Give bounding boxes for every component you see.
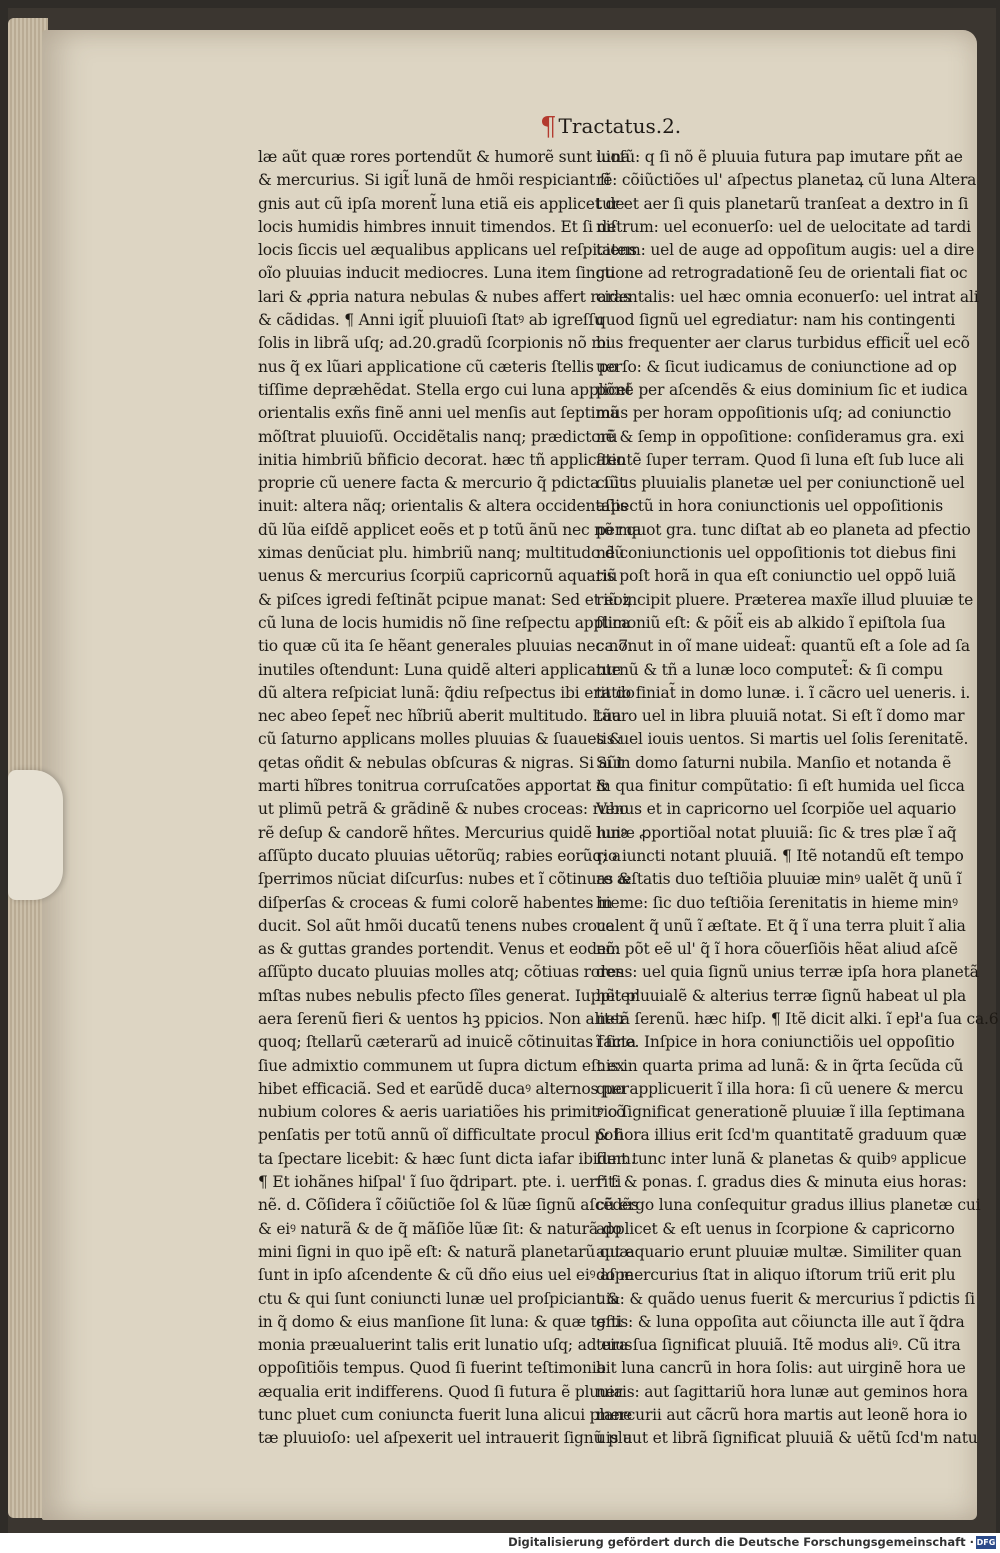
text-line: tis poſt horã in qua eſt coniunctio uel oppõ luiã	[596, 567, 956, 586]
text-line: ſtimoniũ eſt: & põit̃ eis ab alkido ĩ epiſtola ſua	[596, 613, 946, 632]
text-line: do mercurius ſtat in aliquo iſtorum triũ erit plu	[596, 1266, 956, 1285]
text-line: lunæ ꝓportiõal notat pluuiã: ſic & tres plæ ĩ aq̃	[596, 823, 957, 842]
text-line: cũ ſaturno applicans molles pluuias & ſuaues &	[258, 730, 623, 749]
text-line: mõſtrat pluuioſũ. Occidẽtalis nanq; prædictorũ	[258, 427, 618, 446]
text-line: nec abeo ſepet̃ nec hĩbriũ aberit multitudo. Lũa	[258, 707, 622, 726]
text-line: quo applicuerit ĩ illa hora: ſi cũ uenere & mercu	[596, 1079, 964, 1098]
text-line: æqualia erit indifferens. Quod ſi futura ẽ pluuia	[258, 1382, 623, 1401]
text-line: tatio finiat̃ in domo lunæ. i. ĩ cãcro uel ueneris. i.	[596, 683, 971, 702]
text-line: hẽt pluuialẽ & alterius terræ ſignũ habeat ul pla	[596, 986, 967, 1005]
text-line: ualent q̃ unũ ĩ æſtate. Et q̃ ĩ una terra pluit ĩ alia	[596, 916, 966, 935]
text-line: ca.7. ut in oĩ mane uideat̃: quantũ eſt a ſole ad ſa	[596, 637, 970, 656]
text-line: uenus & mercurius ſcorpiũ capricornũ aquariũ	[258, 567, 618, 586]
text-line: uioſũ: q ſi nõ ẽ pluuia futura pap imutare pñt ae	[596, 148, 963, 166]
text-line: uerſo: & ſicut iudicamus de coniunctione ad op	[596, 357, 957, 376]
text-line: læ aũt quæ rores portendũt & humorẽ sunt luna	[258, 148, 631, 166]
text-line: dens: uel quia ſignũ unius terræ ipſa hora planetã	[596, 963, 979, 982]
text-line: & hora illius erit ſcd'm quantitatẽ graduum quæ	[596, 1126, 967, 1145]
text-line: mus per horam oppoſitionis uſq; ad coniunctio	[596, 404, 952, 423]
text-line: rẽ: cõiũctiões ul' aſpectus planetaꝝ cũ luna Altera	[596, 171, 977, 190]
right-text-column	[596, 146, 999, 1451]
text-line: ĩ fine. Inſpice in hora coniunctiõis uel oppoſitio	[596, 1033, 955, 1052]
text-line: nõ: põt eẽ ul' q̃ ĩ hora cõuerſiõis hẽat aliud aſcẽ	[596, 940, 958, 959]
text-line: & eiꝰ naturã & de q̃ mãſiõe lũæ ſit: & naturã do	[258, 1219, 622, 1238]
text-line: & mercurius. Si igit̃ lunã de hmõi respiciant ſi	[258, 171, 611, 190]
text-line: ſiue admixtio communem ut ſupra dictum eſt ex	[258, 1056, 625, 1075]
text-line: ctu & qui ſunt coniuncti lunæ uel proſpiciant &	[258, 1289, 621, 1308]
text-line: nẽ. d. Cõſidera ĩ cõiũctiõe ſol & lũæ ſignũ aſcẽdẽs	[258, 1196, 639, 1215]
text-line: bit luna cancrũ in hora ſolis: aut uirginẽ hora ue	[596, 1359, 966, 1378]
text-line: ducit. Sol aũt hmõi ducatũ tenens nubes croce	[258, 916, 615, 935]
text-line: tiſſime depræhẽdat. Stella ergo cui luna applicet	[258, 380, 632, 399]
text-line: neris: aut ſagittariũ hora lunæ aut geminos hora	[596, 1382, 968, 1401]
text-line: Venus et in capricorno uel ſcorpiõe uel aquario	[596, 800, 957, 819]
text-line: initia himbriũ bñficio decorat. hæc tñ applicatio	[258, 450, 626, 469]
text-line: ut plimũ petrã & grãdinẽ & nubes croceas: rubo	[258, 800, 629, 819]
text-line: cũ luna de locis humidis nõ ſine reſpectu applica	[258, 613, 631, 632]
text-line: nẽ & ſemp in oppoſitione: conſideramus gra. exi	[596, 427, 965, 446]
text-line: dũ lũa eiſdẽ applicet eoẽs et p totũ ãnũ nec nõ ma	[258, 520, 642, 539]
text-line: inuit: altera nãq; orientalis & altera occidentalis	[258, 497, 628, 516]
text-line: nẽ coniunctionis uel oppoſitionis tot diebus fini	[596, 544, 956, 563]
text-line: cidentalis: uel hæc omnia econuerſo: uel intrat ali	[596, 287, 979, 306]
text-line: lari & ꝓpria natura nebulas & nubes affert raras	[258, 287, 631, 306]
text-line: nis in quarta prima ad lunã: & in q̃rta ſecũda cũ	[596, 1056, 964, 1075]
text-line: aſpectũ in hora coniunctionis uel oppoſitionis	[596, 497, 944, 516]
text-line: & cãdidas. ¶ Anni igit̃ pluuioſi ſtatꝰ ab igreſſu	[258, 311, 604, 330]
text-line: re æſtatis duo teſtiõia pluuiæ minꝰ ualẽt q̃ unũ ĩ	[596, 870, 962, 889]
text-line: orientalis exñs finẽ anni uel menſis aut ſeptimã	[258, 404, 619, 423]
text-line: dũ altera reſpiciat lunã: q̃diu reſpectus ibi erit do	[258, 683, 635, 702]
text-line: locis humidis himbres innuit timendos. Et ſi de	[258, 217, 617, 236]
text-line: bus frequenter aer clarus turbidus efficit̃ uel ecõ	[596, 334, 970, 353]
text-line: nubium colores & aeris uariatiões his primitꝰ cõ	[258, 1103, 626, 1122]
text-line: niſtrum: uel econuerſo: uel de uelocitate ad tardi	[596, 217, 971, 236]
text-line: tio quæ cũ ita ſe hẽant generales pluuias nec non	[258, 637, 638, 656]
text-line: turnũ & tñ a lunæ loco computet̃: & ſi compu	[596, 660, 943, 679]
text-line: nus q̃ ex lũari applicatione cũ cæteris ſtellis po	[258, 357, 618, 376]
text-line: netã ſerenũ. hæc hiſp. ¶ Itẽ dicit alki. ĩ epł'a ſua ca.6	[596, 1009, 999, 1028]
text-line: cuius pluuialis planetæ uel per coniunctionẽ uel	[596, 474, 965, 493]
footer-bar	[0, 1533, 1000, 1553]
text-line: penſatis per totũ annũ oĩ difficultate procul poſi	[258, 1126, 624, 1145]
text-line: tunc pluet cum coniuncta fuerit luna alicui plane	[258, 1406, 632, 1425]
text-line: tatem: uel de auge ad oppoſitum augis: uel a dire	[596, 241, 975, 260]
text-line: hibet efficaciã. Sed et earũdẽ ducaꝰ alternos per	[258, 1079, 629, 1098]
text-line: in q̃ domo & eius manſione ſit luna: & quæ teſti	[258, 1312, 622, 1331]
page-clip	[8, 770, 63, 900]
text-line: gnis aut cũ ipſa morent̃ luna etiã eis applicet de	[258, 194, 625, 213]
text-line: rit: & ponas. ſ. gradus dies & minuta eius horas:	[596, 1173, 967, 1192]
text-line: ſunt tunc inter lunã & planetas & quibꝰ applicue	[596, 1149, 967, 1168]
text-line: mſtas nubes nebulis pfecto ſĩles generat. Iuppiter	[258, 986, 637, 1005]
text-line: marti hĩbres tonitrua corruſcatões apportat &	[258, 777, 610, 796]
text-line: ſolis in librã uſq; ad.20.gradũ ſcorpionis nõ mi	[258, 334, 611, 353]
text-line: aſſũpto ducato pluuias uẽtorũq; rabies eorũq; a	[258, 846, 621, 865]
text-line: & piſces igredi feſtinãt pcipue manat: Sed et eoꝝ	[258, 590, 632, 609]
text-line: rẽ deſup & candorẽ hñtes. Mercurius quidẽ huiꝰ	[258, 823, 627, 842]
text-line: quoq; ſtellarũ cæterarũ ad inuicẽ cõtinuitas facta	[258, 1033, 636, 1052]
text-line: gnis: & luna oppoſita aut cõiuncta ille aut ĩ q̃dra	[596, 1312, 965, 1331]
text-line: ſperrimos nũciat diſcurſus: nubes et ĩ cõtinuas &	[258, 870, 632, 889]
text-line: riũ incipit pluere. Præterea maxĩe illud pluuiæ te	[596, 590, 974, 609]
text-line: aſſũpto ducato pluuias molles atq; cõtiuas rores	[258, 963, 624, 982]
text-line: mercurii aut cãcrũ hora martis aut leonẽ hora io	[596, 1406, 968, 1425]
text-line: tura ſua ſignificat pluuiã. Itẽ modus aliꝰ. Cũ itra	[596, 1336, 961, 1355]
text-line: diſperſas & croceas & fumi colorẽ habentes in	[258, 893, 613, 912]
rubric-pilcrow: ¶	[540, 112, 557, 142]
text-line: cũ ergo luna conſequitur gradus illius planetæ cui	[596, 1196, 981, 1215]
text-line: applicet & eſt uenus in ſcorpione & capricorno	[596, 1219, 955, 1238]
text-line: mini ſigni in quo ipẽ eſt: & naturã planetarũ quæ	[258, 1242, 634, 1261]
text-line: as & guttas grandes portendit. Venus et eodem	[258, 940, 621, 959]
text-line: aera ſerenũ fieri & uentos hꝫ ppicios. Non aliter	[258, 1009, 627, 1028]
text-line: tauro uel in libra pluuiã notat. Si eſt ĩ domo mar	[596, 707, 965, 726]
text-line: ta ſpectare licebit: & hæc ſunt dicta iafar ibidem.	[258, 1149, 636, 1168]
text-line: rio iuncti notant pluuiã. ¶ Itẽ notandũ eſt tempo	[596, 846, 964, 865]
text-line: ctione ad retrogradationẽ ſeu de orientali fiat oc	[596, 264, 968, 283]
text-line: monia præualuerint talis erit lunatio uſq; ad eius	[258, 1336, 633, 1355]
text-line: põnẽ per aſcendẽs & eius dominium ſic et iudica	[596, 380, 968, 399]
text-line: quod ſignũ uel egrediatur: nam his contingenti	[596, 311, 956, 330]
header-title: Tractatus.2.	[558, 114, 682, 138]
text-line: oppoſitiõis tempus. Quod ſi fuerint teſtimonia	[258, 1359, 606, 1378]
text-line: ſunt in ipſo aſcendente & cũ dño eius uel eiꝰ aſpe	[258, 1266, 634, 1285]
text-line: qetas oñdit & nebulas obſcuras & nigras. Si aũt	[258, 753, 624, 772]
text-line: tis uel iouis uentos. Si martis uel ſolis ſerenitatẽ.	[596, 730, 969, 749]
text-line: hieme: ſic duo teſtiõia ſerenitatis in hieme minꝰ	[596, 893, 958, 912]
text-line: inutiles oſtendunt: Luna quidẽ alteri applicante	[258, 660, 621, 679]
text-line: tæ pluuioſo: uel aſpexerit uel intrauerit ſignũ plu	[258, 1429, 633, 1448]
text-line: rio ſignificat generationẽ pluuiæ ĩ illa ſeptimana	[596, 1103, 965, 1122]
text-line: ximas denũciat plu. himbriũ nanq; multitudo dũ	[258, 544, 625, 563]
dfg-logo: DFG	[976, 1538, 996, 1547]
text-line: locis ſiccis uel æqualibus applicans uel reſpiciens	[258, 241, 637, 260]
text-line: in qua finitur compũtatio: ſi eſt humida uel ſicca	[596, 777, 965, 796]
text-line: Si in domo ſaturni nubila. Manſio et notanda ẽ	[596, 753, 952, 772]
text-line: tur et aer ſi quis planetarũ tranſeat a dextro in ſi	[596, 194, 969, 213]
text-line: per quot gra. tunc diſtat ab eo planeta ad pfectio	[596, 520, 971, 539]
text-line: uia: & quãdo uenus fuerit & mercurius ĩ pdictis ſi	[596, 1289, 975, 1308]
footer-credit: Digitalisierung gefördert durch die Deutsche Forschungsgemeinschaft ·	[508, 1535, 974, 1549]
running-header	[540, 112, 680, 144]
text-line: uis aut et librã ſignificat pluuiã & uẽtũ ſcd'm natu	[596, 1429, 978, 1448]
text-line: ¶ Et iohãnes hiſpal' ĩ ſuo q̃dripart. pte. i. uerſ' fi	[258, 1173, 622, 1192]
text-line: aut aquario erunt pluuiæ multæ. Similiter quan	[596, 1242, 962, 1261]
text-line: ſtentẽ ſuper terram. Quod ſi luna eſt ſub luce ali	[596, 450, 964, 469]
text-line: proprie cũ uenere facta & mercurio q̃ pdicta ſũt	[258, 474, 626, 493]
left-text-column	[258, 146, 642, 1451]
text-line: oĩo pluuias inducit mediocres. Luna item ſingu	[258, 264, 616, 283]
